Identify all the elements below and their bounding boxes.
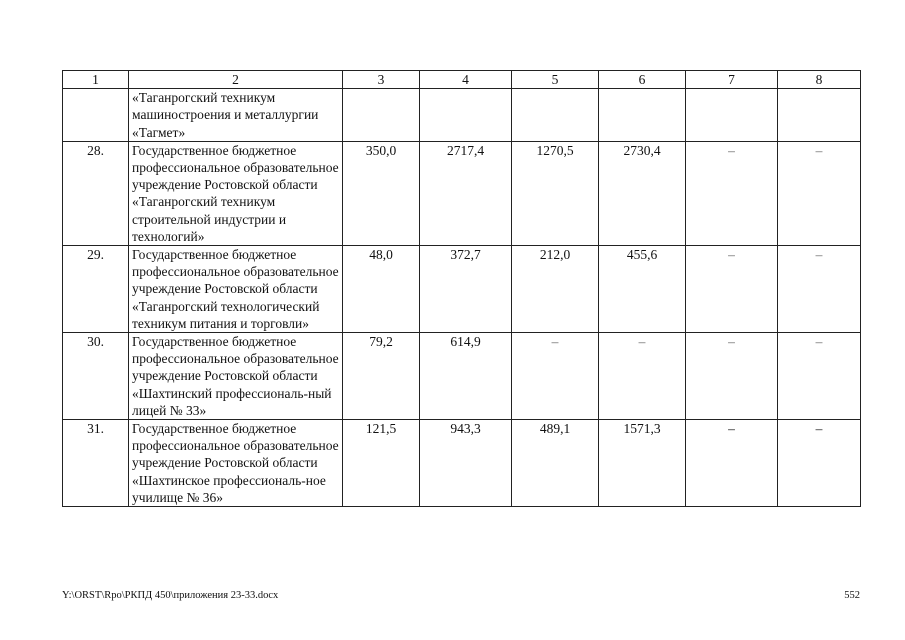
cell-col7 <box>686 89 778 142</box>
page-number: 552 <box>844 590 860 601</box>
cell-col8: – <box>778 141 861 245</box>
table-row <box>63 141 861 245</box>
cell-col8 <box>778 89 861 142</box>
column-number: 5 <box>512 71 599 89</box>
footer-file-path: Y:\ORST\Rpo\РКПД 450\приложения 23-33.docx <box>62 590 279 601</box>
cell-col8: – <box>778 420 861 507</box>
cell-col5: 1270,5 <box>512 141 599 245</box>
cell-col3: 350,0 <box>343 141 420 245</box>
cell-col3: 48,0 <box>343 246 420 333</box>
institution-name: Государственное бюджетное профессиональное образовательное учреждение Ростовской области «Таганрогский технологический техникум питания и торговли» <box>129 246 343 333</box>
institution-name: Государственное бюджетное профессиональное образовательное учреждение Ростовской области «Таганрогский техникум строительной индустрии и технологий» <box>129 141 343 245</box>
cell-col3 <box>343 89 420 142</box>
cell-col4: 2717,4 <box>420 141 512 245</box>
column-number: 2 <box>129 71 343 89</box>
cell-col4: 372,7 <box>420 246 512 333</box>
column-number: 1 <box>63 71 129 89</box>
table-row <box>63 333 861 420</box>
row-number: 30. <box>63 333 129 420</box>
column-number: 8 <box>778 71 861 89</box>
column-number: 3 <box>343 71 420 89</box>
cell-col4: 614,9 <box>420 333 512 420</box>
cell-col6 <box>599 89 686 142</box>
institution-name: Государственное бюджетное профессиональное образовательное учреждение Ростовской области «Шахтинское профессиональ-ное училище № 36» <box>129 420 343 507</box>
column-number-row <box>63 71 861 89</box>
cell-col5 <box>512 89 599 142</box>
table-row <box>63 89 861 142</box>
cell-col6: 455,6 <box>599 246 686 333</box>
cell-col8: – <box>778 333 861 420</box>
cell-col4: 943,3 <box>420 420 512 507</box>
allocation-table <box>62 70 861 507</box>
column-number: 4 <box>420 71 512 89</box>
cell-col6: – <box>599 333 686 420</box>
cell-col7: – <box>686 333 778 420</box>
cell-col6: 1571,3 <box>599 420 686 507</box>
cell-col3: 79,2 <box>343 333 420 420</box>
cell-col7: – <box>686 420 778 507</box>
row-number: 28. <box>63 141 129 245</box>
cell-col5: 212,0 <box>512 246 599 333</box>
table-row <box>63 246 861 333</box>
cell-col5: 489,1 <box>512 420 599 507</box>
cell-col5: – <box>512 333 599 420</box>
institution-name: Государственное бюджетное профессиональное образовательное учреждение Ростовской области «Шахтинский профессиональ-ный лицей № 33» <box>129 333 343 420</box>
cell-col7: – <box>686 141 778 245</box>
cell-col8: – <box>778 246 861 333</box>
column-number: 7 <box>686 71 778 89</box>
row-number <box>63 89 129 142</box>
cell-col3: 121,5 <box>343 420 420 507</box>
cell-col6: 2730,4 <box>599 141 686 245</box>
institution-name: «Таганрогский техникум машиностроения и металлургии «Тагмет» <box>129 89 343 142</box>
cell-col7: – <box>686 246 778 333</box>
table-row <box>63 420 861 507</box>
row-number: 31. <box>63 420 129 507</box>
column-number: 6 <box>599 71 686 89</box>
row-number: 29. <box>63 246 129 333</box>
cell-col4 <box>420 89 512 142</box>
